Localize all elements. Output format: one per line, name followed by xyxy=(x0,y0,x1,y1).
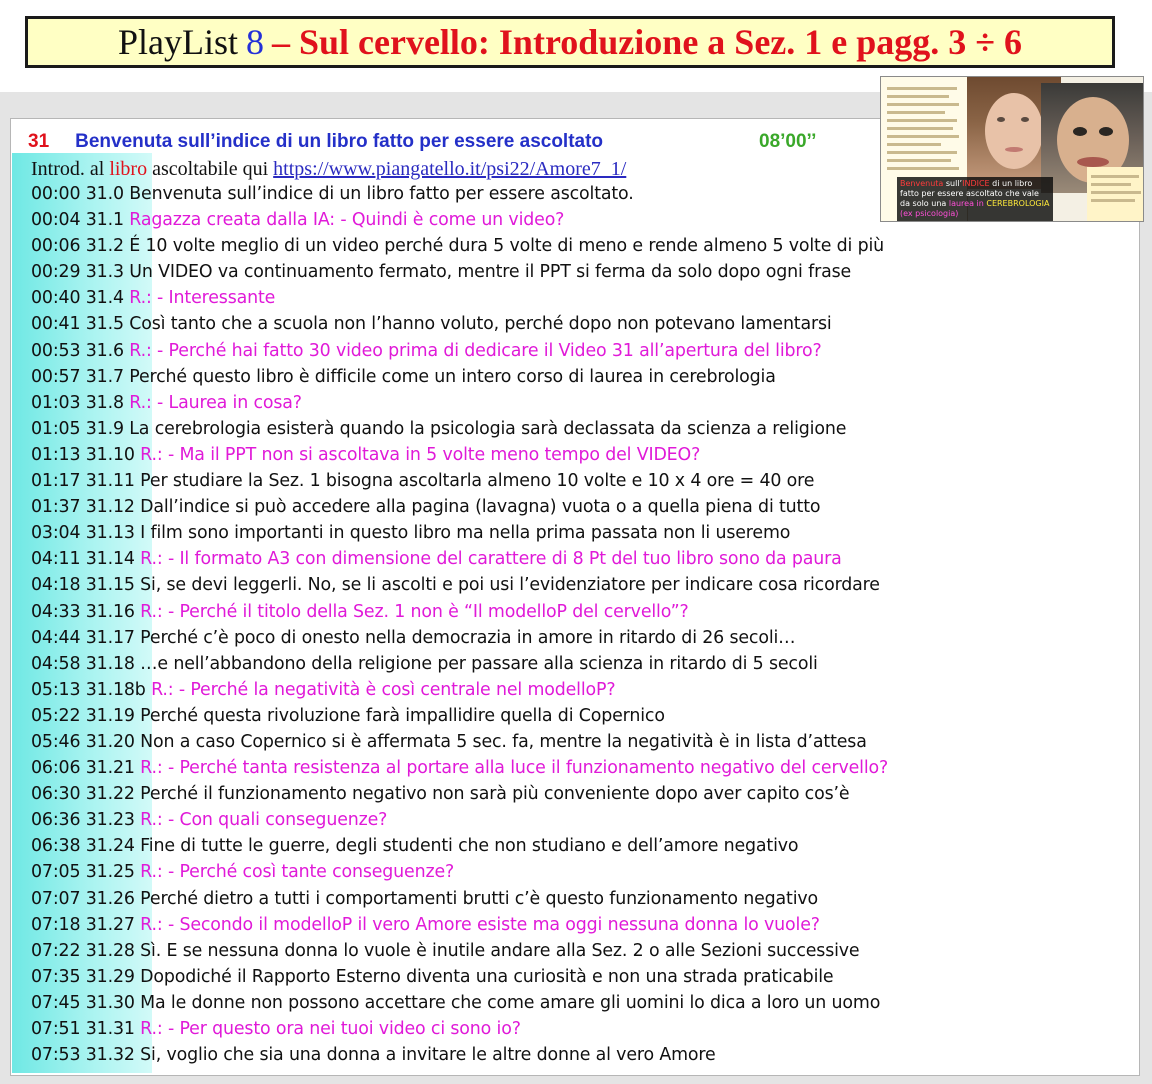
timestamp-entry[interactable] xyxy=(31,181,1131,207)
timestamp-entry[interactable] xyxy=(31,390,1131,416)
video-header xyxy=(28,130,603,154)
timestamp-entry[interactable] xyxy=(31,703,1131,729)
entry-text: Dopodiché il Rapporto Esterno diventa una curiosità e non una strada praticabile xyxy=(140,966,834,987)
timestamp-code: 00:53 31.6 xyxy=(31,340,124,361)
entry-text: R.: - Il formato A3 con dimensione del carattere di 8 Pt del tuo libro sono da paura xyxy=(140,549,842,570)
entry-text: Perché questa rivoluzione farà impallidire quella di Copernico xyxy=(140,705,665,726)
timestamp-code: 00:57 31.7 xyxy=(31,366,124,387)
timestamp-code: 06:38 31.24 xyxy=(31,836,135,857)
timestamp-entry[interactable] xyxy=(31,416,1131,442)
entry-text: Un VIDEO va continuamento fermato, mentre il PPT si ferma da solo dopo ogni frase xyxy=(129,262,852,283)
entry-text: R.: - Perché hai fatto 30 video prima di dedicare il Video 31 all’apertura del libro? xyxy=(129,340,822,361)
timestamp-code: 01:05 31.9 xyxy=(31,418,124,439)
timestamp-code: 01:37 31.12 xyxy=(31,497,135,518)
entry-text: Ragazza creata dalla IA: - Quindi è come un video? xyxy=(129,210,565,231)
timestamp-entry[interactable] xyxy=(31,651,1131,677)
entry-text: Perché questo libro è difficile come un intero corso di laurea in cerebrologia xyxy=(129,366,776,387)
timestamp-entry[interactable] xyxy=(31,599,1131,625)
video-duration: 08’00’’ xyxy=(759,131,817,152)
timestamp-code: 00:40 31.4 xyxy=(31,288,124,309)
intro-text: Introd. al xyxy=(31,158,105,180)
entry-text: Non a caso Copernico si è affermata 5 sec. fa, mentre la negatività è in lista d’attesa xyxy=(140,731,867,752)
timestamp-entry[interactable] xyxy=(31,781,1131,807)
timestamp-code: 07:53 31.32 xyxy=(31,1045,135,1066)
timestamp-code: 00:06 31.2 xyxy=(31,236,124,257)
intro-text-2: ascoltabile qui xyxy=(152,158,269,180)
timestamp-entry[interactable] xyxy=(31,755,1131,781)
timestamp-code: 04:33 31.16 xyxy=(31,601,135,622)
timestamp-entry[interactable] xyxy=(31,990,1131,1016)
timestamp-entry[interactable] xyxy=(31,807,1131,833)
timestamp-entry[interactable] xyxy=(31,364,1131,390)
timestamp-code: 05:46 31.20 xyxy=(31,731,135,752)
timestamp-entry[interactable] xyxy=(31,311,1131,337)
entry-text: Perché dietro a tutti i comportamenti brutti c’è questo funzionamento negativo xyxy=(140,888,819,909)
timestamp-code: 07:51 31.31 xyxy=(31,1019,135,1039)
entry-text: R.: - Ma il PPT non si ascoltava in 5 volte meno tempo del VIDEO? xyxy=(140,444,701,465)
timestamp-entry[interactable] xyxy=(31,938,1131,964)
timestamp-code: 07:45 31.30 xyxy=(31,992,135,1013)
entry-text: R.: - Secondo il modelloP il vero Amore esiste ma oggi nessuna donna lo vuole? xyxy=(140,914,820,935)
timestamp-code: 07:22 31.28 xyxy=(31,940,135,961)
timestamp-code: 04:58 31.18 xyxy=(31,653,135,674)
entry-text: R.: - Per questo ora nei tuoi video ci sono io? xyxy=(140,1019,521,1039)
entry-text: R.: - Perché il titolo della Sez. 1 non è “Il modelloP del cervello”? xyxy=(140,601,689,622)
entry-text: Fine di tutte le guerre, degli studenti che non studiano e dell’amore negativo xyxy=(140,836,799,857)
timestamp-code: 06:36 31.23 xyxy=(31,810,135,831)
entry-text: R.: - Laurea in cosa? xyxy=(129,392,302,413)
entry-text: Benvenuta sull’indice di un libro fatto per essere ascoltato. xyxy=(129,184,634,204)
timestamp-code: 05:13 31.18b xyxy=(31,679,146,700)
entry-text: Così tanto che a scuola non l’hanno voluto, perché dopo non potevano lamentarsi xyxy=(129,314,832,335)
timestamp-entry[interactable] xyxy=(31,859,1131,885)
timestamp-code: 00:29 31.3 xyxy=(31,262,124,283)
timestamp-entry[interactable] xyxy=(31,964,1131,990)
timestamp-entry[interactable] xyxy=(31,1042,1131,1068)
entry-text: I film sono importanti in questo libro ma nella prima passata non li useremo xyxy=(140,523,791,544)
timestamp-code: 00:04 31.1 xyxy=(31,210,124,231)
timestamp-code: 06:06 31.21 xyxy=(31,758,135,779)
timestamp-entry[interactable] xyxy=(31,259,1131,285)
timestamp-entry[interactable] xyxy=(31,729,1131,755)
entry-text: La cerebrologia esisterà quando la psicologia sarà declassata da scienza a religione xyxy=(129,418,847,439)
timestamp-list xyxy=(31,181,1131,1068)
video-title: Benvenuta sull’indice di un libro fatto per essere ascoltato xyxy=(75,131,604,152)
entry-text: Sì. E se nessuna donna lo vuole è inutile andare alla Sez. 2 o alle Sezioni successive xyxy=(140,940,860,961)
timestamp-entry[interactable] xyxy=(31,677,1131,703)
timestamp-code: 07:35 31.29 xyxy=(31,966,135,987)
timestamp-code: 06:30 31.22 xyxy=(31,784,135,805)
timestamp-code: 01:03 31.8 xyxy=(31,392,124,413)
entry-text: Ma le donne non possono accettare che come amare gli uomini lo dica a loro un uomo xyxy=(140,992,881,1013)
timestamp-code: 04:18 31.15 xyxy=(31,575,135,596)
video-number: 31 xyxy=(28,131,50,152)
timestamp-entry[interactable] xyxy=(31,886,1131,912)
entry-text: R.: - Perché la negatività è così centrale nel modelloP? xyxy=(151,679,616,700)
entry-text: R.: - Perché così tante conseguenze? xyxy=(140,862,455,883)
title-subject: – Sul cervello: Introduzione a Sez. 1 e pagg. 3 ÷ 6 xyxy=(271,22,1023,62)
entry-text: R.: - Perché tanta resistenza al portare alla luce il funzionamento negativo del cervello? xyxy=(140,758,889,779)
entry-text: Dall’indice si può accedere alla pagina (lavagna) vuota o a quella piena di tutto xyxy=(140,497,821,518)
timestamp-code: 04:11 31.14 xyxy=(31,549,135,570)
entry-text: Si, voglio che sia una donna a invitare le altre donne al vero Amore xyxy=(140,1045,716,1066)
timestamp-entry[interactable] xyxy=(31,207,1131,233)
timestamp-code: 00:41 31.5 xyxy=(31,314,124,335)
entry-text: É 10 volte meglio di un video perché dura 5 volte di meno e rende almeno 5 volte di più xyxy=(129,236,885,257)
timestamp-code: 07:05 31.25 xyxy=(31,862,135,883)
book-link[interactable]: https://www.piangatello.it/psi22/Amore7_1/ xyxy=(273,158,627,180)
timestamp-code: 00:00 31.0 xyxy=(31,184,124,204)
timestamp-entry[interactable] xyxy=(31,468,1131,494)
timestamp-code: 01:13 31.10 xyxy=(31,444,135,465)
timestamp-entry[interactable] xyxy=(31,912,1131,938)
timestamp-entry[interactable] xyxy=(31,442,1131,468)
entry-text: Per studiare la Sez. 1 bisogna ascoltarla almeno 10 volte e 10 x 4 ore = 40 ore xyxy=(140,471,815,492)
timestamp-entry[interactable] xyxy=(31,546,1131,572)
timestamp-entry[interactable] xyxy=(31,233,1131,259)
timestamp-entry[interactable] xyxy=(31,520,1131,546)
timestamp-code: 03:04 31.13 xyxy=(31,523,135,544)
timestamp-entry[interactable] xyxy=(31,572,1131,598)
title-playlist-number: 8 xyxy=(245,22,264,62)
timestamp-code: 05:22 31.19 xyxy=(31,705,135,726)
entry-text: Si, se devi leggerli. No, se li ascolti e poi usi l’evidenziatore per indicare cosa ricordare xyxy=(140,575,880,596)
entry-text: R.: - Con quali conseguenze? xyxy=(140,810,388,831)
entry-text: Perché il funzionamento negativo non sarà più conveniente dopo aver capito cos’è xyxy=(140,784,850,805)
entry-text: Perché c’è poco di onesto nella democrazia in amore in ritardo di 26 secoli… xyxy=(140,627,796,648)
timestamp-entry[interactable] xyxy=(31,338,1131,364)
intro-line xyxy=(31,156,626,182)
timestamp-entry[interactable] xyxy=(31,1016,1131,1042)
entry-text: R.: - Interessante xyxy=(129,288,276,309)
entry-text: …e nell’abbandono della religione per passare alla scienza in ritardo di 5 secoli xyxy=(140,653,818,674)
playlist-title-banner xyxy=(25,16,1115,68)
timestamp-entry[interactable] xyxy=(31,833,1131,859)
timestamp-entry[interactable] xyxy=(31,625,1131,651)
thumbnail-caption: Benvenuta sull’INDICE di un libro fatto per essere ascoltato che vale da solo una laurea in CEREBROLOGIA (ex psicologia) xyxy=(897,177,1053,221)
timestamp-code: 07:18 31.27 xyxy=(31,914,135,935)
title-prefix: PlayList xyxy=(117,22,238,62)
timestamp-code: 01:17 31.11 xyxy=(31,471,135,492)
timestamp-code: 04:44 31.17 xyxy=(31,627,135,648)
timestamp-code: 07:07 31.26 xyxy=(31,888,135,909)
timestamp-entry[interactable] xyxy=(31,285,1131,311)
intro-highlight: libro xyxy=(109,158,148,180)
timestamp-entry[interactable] xyxy=(31,494,1131,520)
